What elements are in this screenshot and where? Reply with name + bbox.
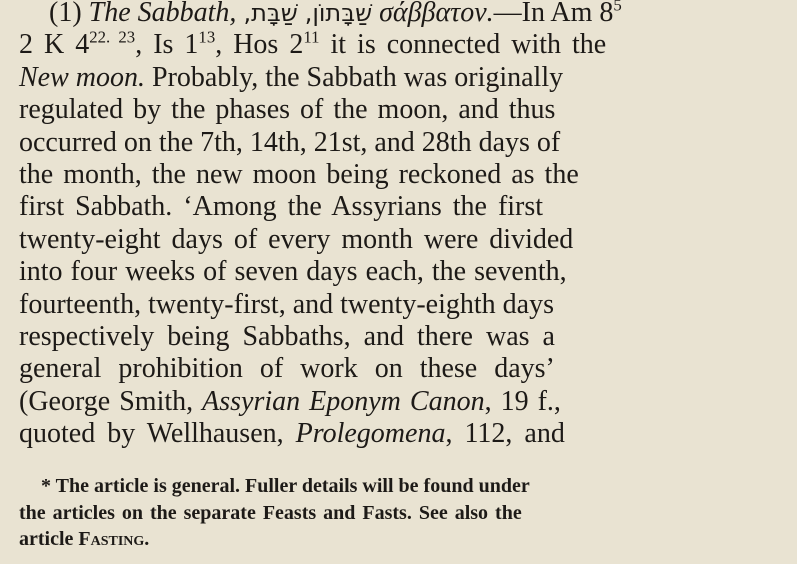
text-line-12: general prohibition of work on these days’ <box>19 353 555 385</box>
footnote-line-2: the articles on the separate Feasts and Fasts. See also the <box>19 501 522 524</box>
text-line-3 <box>19 62 789 94</box>
text-line-8: twenty-eight days of every month were divided <box>19 223 574 255</box>
text-line-7: first Sabbath. ‘Among the Assyrians the first <box>19 191 544 223</box>
text-line-5: occurred on the 7th, 14th, 21st, and 28th days of <box>19 126 561 158</box>
text-line-2 <box>19 29 789 61</box>
ref-hos-sup: 11 <box>303 28 320 48</box>
line-14-rest: , 112, and <box>445 418 565 450</box>
footnote-article-word: article <box>19 528 79 550</box>
greek-word: σάββατον. <box>379 0 494 28</box>
text-line-10: fourteenth, twenty-first, and twenty-eighth days <box>19 288 554 320</box>
section-number: (1) <box>49 0 82 28</box>
line-2-rest: it is connected with the <box>319 29 607 61</box>
text-line-9: into four weeks of seven days each, the seventh, <box>19 256 567 288</box>
footnote <box>19 473 791 553</box>
citation-title: Assyrian Eponym Canon <box>202 385 485 417</box>
ref-hos: , Hos 2 <box>215 29 304 61</box>
intro-superscript: 5 <box>613 0 622 15</box>
hebrew-word-1: שַׁבָּת, <box>243 0 298 27</box>
footnote-line-1: * The article is general. Fuller details will be found under <box>41 475 530 497</box>
text-line-6: the month, the new moon being reckoned as the <box>19 158 579 190</box>
ref-2k-sup: 22. 23 <box>89 28 136 48</box>
body-text <box>19 0 789 450</box>
line-3-rest: Probably, the Sabbath was originally <box>145 61 564 93</box>
citation-pages: , 19 f., <box>484 385 561 417</box>
new-moon-italic: New moon. <box>19 61 145 93</box>
intro-text: —In Am 8 <box>493 0 614 28</box>
quoted-by: quoted by Wellhausen, <box>19 418 296 450</box>
footnote-fasting: Fasting. <box>78 528 150 550</box>
ref-is: , Is 1 <box>135 29 199 61</box>
citation-author: (George Smith, <box>19 385 203 417</box>
ref-2k: 2 K 4 <box>19 29 90 61</box>
text-line-4: regulated by the phases of the moon, and thus <box>19 94 556 126</box>
text-line-1 <box>19 0 789 29</box>
ref-is-sup: 13 <box>198 28 216 48</box>
footnote-line-3 <box>19 526 791 553</box>
text-line-14 <box>19 418 789 450</box>
text-line-11: respectively being Sabbaths, and there was a <box>19 320 555 352</box>
section-heading: The Sabbath, <box>88 0 237 28</box>
hebrew-word-2: שַׁבָּתוֹן, <box>304 0 373 27</box>
prolegomena-title: Prolegomena <box>295 418 446 450</box>
text-line-13 <box>19 386 789 418</box>
